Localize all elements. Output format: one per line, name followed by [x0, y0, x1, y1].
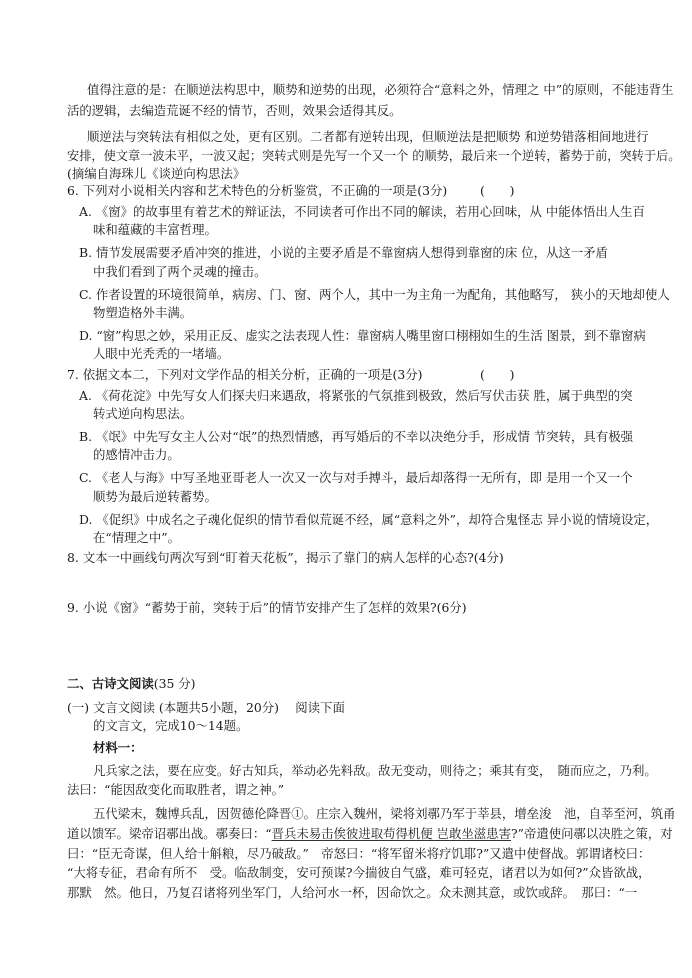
passage-line: 曰：“臣无奇谋，但人给十斛粮，尽乃破敌。” 帝怒曰：“将军留米将疗饥耶?”又遣中使督战。郭谓诸校曰： — [67, 846, 651, 861]
section-heading-score: (35 分) — [153, 676, 196, 691]
passage-text: 道以馈军。梁帝诏鄩出战。鄩奏曰：“ — [67, 826, 272, 841]
passage-text: ?”帝遣使问鄩以决胜之策，对 — [510, 826, 673, 841]
answer-paren: ( ) — [480, 367, 515, 382]
subsection-line: (一) 文言文阅读 (本题共5小题，20分) 阅读下面 — [67, 700, 345, 715]
option-line: B. 情节发展需要矛盾冲突的推进，小说的主要矛盾是不靠窗病人想得到靠窗的床 位，从这一矛盾 — [79, 245, 608, 260]
option-line: A. 《窗》的故事里有着艺术的辩证法，不同读者可作出不同的解读，若用心回味，从 中能体悟出人生百 — [79, 204, 645, 219]
question-9: 9. 小说《窗》“蓄势于前，突转于后”的情节安排产生了怎样的效果?(6分) — [67, 600, 467, 615]
option-line: C. 作者设置的环境很简单，病房、门、窗、两个人，其中一为主角一为配角，其他略写， 狭小的天地却使人 — [79, 287, 670, 302]
passage-line: “大将专征，君命有所不 受。临敌制变，安可预谋?今揣彼自气盛，难可轻克，诸君以为如何?”众皆欲战， — [67, 865, 651, 880]
section-heading — [67, 676, 196, 692]
option-line: A. 《荷花淀》中先写女人们探夫归来遇敌，将紧张的气氛推到极致，然后写伏击获 胜，属于典型的突 — [79, 388, 633, 403]
intro-line: 安排，使文章一波未平，一波又起；突转式则是先写一个又一个 的顺势，最后来一个逆转，蓄势于前，突转于后。 — [67, 148, 681, 163]
intro-line: 活的逻辑，去编造荒诞不经的情节，否则，效果会适得其反。 — [67, 103, 402, 118]
source-citation: (摘编自海珠儿《谈逆向构思法》 — [67, 166, 246, 181]
question-7-stem: 7. 依据文本二，下列对文学作品的相关分析，正确的一项是(3分) — [67, 367, 423, 382]
option-line: B. 《氓》中先写女主人公对“氓”的热烈情感，再写婚后的不幸以决绝分手，形成情 节突转，具有极强 — [79, 429, 633, 444]
option-line: 的感情冲击力。 — [93, 447, 180, 462]
option-line: 味和蕴藏的丰富哲理。 — [93, 222, 217, 237]
passage-line: 五代梁末，魏博兵乱，因贺德伦降晋①。庄宗入魏州，梁将刘鄩乃军于莘县，增垒浚 池，自莘至河，筑甬 — [93, 806, 676, 821]
option-line: C. 《老人与海》中写圣地亚哥老人一次又一次与对手搏斗，最后却落得一无所有，即 是用一个又一个 — [79, 470, 633, 485]
question-6-stem: 6. 下列对小说相关内容和艺术特色的分析鉴赏，不正确的一项是(3分) — [67, 183, 448, 198]
option-line: 物塑造格外丰满。 — [93, 305, 193, 320]
option-line: 中我们看到了两个灵魂的撞击。 — [93, 264, 267, 279]
option-line: D. 《促织》中成名之子魂化促织的情节看似荒诞不经，属“意料之外”，却符合鬼怪志 异小说的情境设定， — [79, 512, 659, 527]
material-label: 材料一： — [93, 740, 143, 755]
passage-line: 法曰：“能因敌变化而取胜者，谓之神。” — [67, 782, 285, 797]
question-8: 8. 文本一中画线句两次写到“盯着天花板”，揭示了靠门的病人怎样的心态?(4分) — [67, 550, 504, 565]
section-heading-title: 二、古诗文阅读 — [67, 676, 154, 691]
subsection-line: 的文言文，完成10～14题。 — [93, 718, 249, 733]
passage-line: 那默 然。他日，乃复召诸将列坐军门，人给河水一杯，因命饮之。众未测其意，或饮或辞。 那曰：“一 — [67, 885, 638, 900]
option-line: 转式逆向构思法。 — [93, 406, 193, 421]
answer-paren: ( ) — [480, 183, 515, 198]
option-line: 顺势为最后逆转蓄势。 — [93, 489, 217, 504]
option-line: D. “窗”构思之妙，采用正反、虚实之法表现人性：靠窗病人嘴里窗口栩栩如生的生活 图景，到不靠窗病 — [79, 328, 646, 343]
option-line: 人眼中光秃秃的一堵墙。 — [93, 346, 230, 361]
passage-line: 凡兵家之法，要在应变。好古知兵，举动必先料敌。敌无变动，则待之；乘其有变， 随而应之，乃利。 — [93, 763, 657, 778]
intro-line: 顺逆法与突转法有相似之处，更有区别。二者都有逆转出现，但顺逆法是把顺势 和逆势错落相间地进行 — [87, 129, 649, 144]
underlined-sentence: 晋兵未易击俟彼进取苟得机便 岂敢坐滋患害 — [271, 826, 511, 841]
passage-line — [67, 826, 673, 842]
intro-line: 值得注意的是：在顺逆法构思中，顺势和逆势的出现，必须符合“意料之外，情理之 中”的原则，不能违背生 — [87, 82, 674, 97]
option-line: 在“情理之中”。 — [93, 530, 181, 545]
